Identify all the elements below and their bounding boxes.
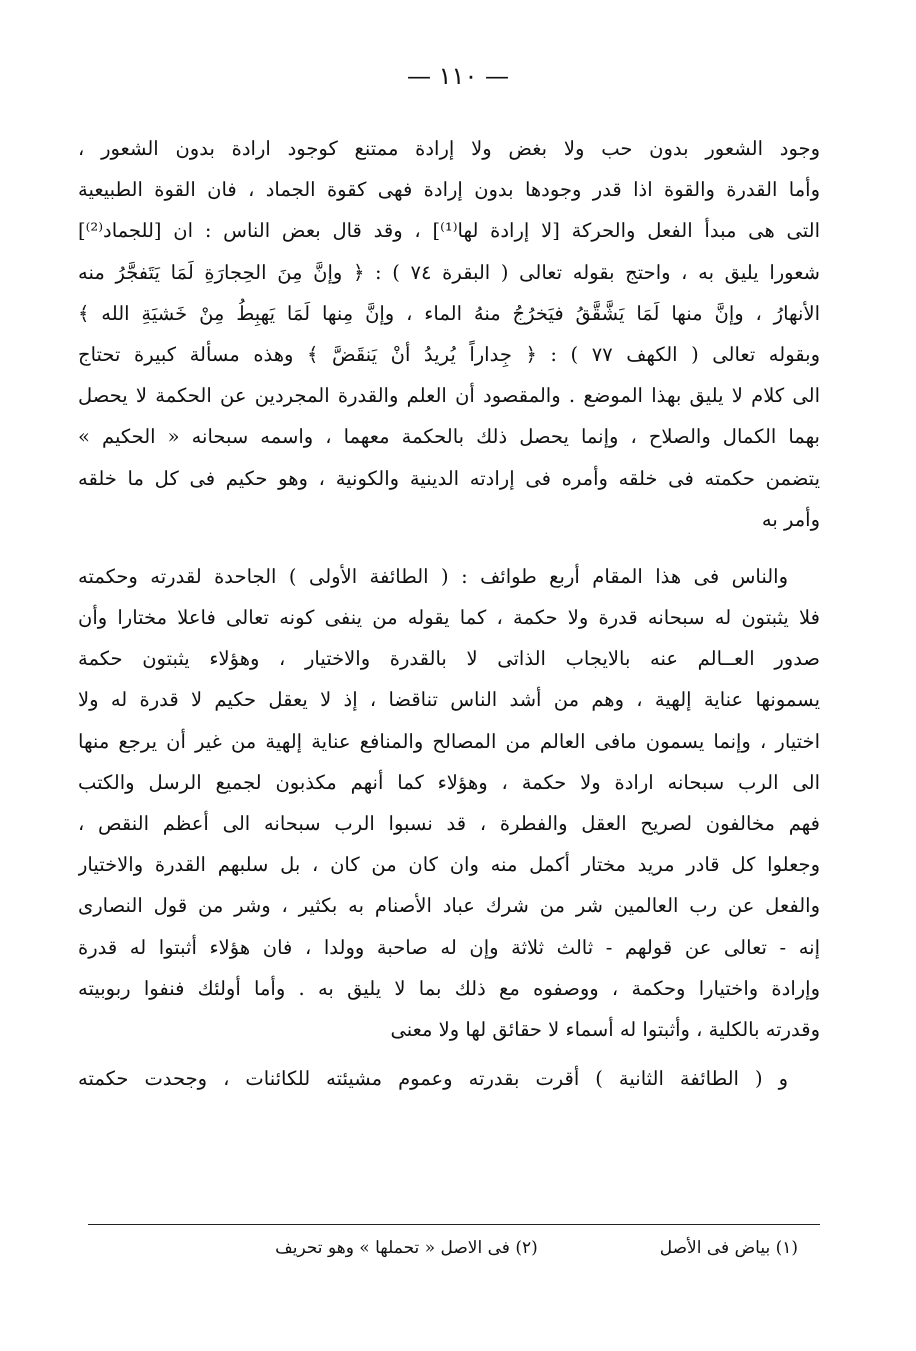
text-line: الى كلام لا يليق بهذا الموضع . والمقصود أن العلم والقدرة المجردين عن الحكمة لا يحصل (78, 384, 820, 408)
text-line: فهم مخالفون لصريح العقل والفطرة ، قد نسبوا الرب سبحانه الى أعظم النقص ، (78, 812, 820, 835)
footnote-divider (88, 1224, 820, 1225)
text-line: فلا يثبتون له سبحانه قدرة ولا حكمة ، كما يقوله من ينفى كونه تعالى فاعلا مختارا وأن (78, 606, 820, 630)
text-line: بهما الكمال والصلاح ، وإنما يحصل ذلك بالحكمة معهما ، واسمه سبحانه « الحكيم » (78, 425, 820, 449)
footnotes (88, 1238, 820, 1258)
text-line: والفعل عن رب العالمين شر من شرك عباد الأصنام به بكثير ، وشر من قول النصارى (78, 894, 820, 918)
text-line: والناس فى هذا المقام أربع طوائف : ( الطائفة الأولى ) الجاحدة لقدرته وحكمته (78, 564, 788, 588)
paragraph-2 (78, 556, 820, 1050)
page-number: — ١١٠ — (407, 62, 509, 90)
text-line: اختيار ، وإنما يسمون مافى العالم من المصالح والمنافع عناية إلهية من غير أن يرجع منها (78, 729, 820, 753)
text-line: الأنهارُ ، وإنَّ منها لَمَا يَشَّقَّقُ فيَخرُجُ منهُ الماء ، وإنَّ مِنها لَمَا يَهبِطُ مِنْ خَشيَةِ الله ﴾ (78, 301, 820, 325)
text-line: الى الرب سبحانه ارادة ولا حكمة ، وهؤلاء كما أنهم مكذبون لجميع الرسل والكتب (78, 770, 820, 794)
text-line: وإرادة واختيارا وحكمة ، ووصفوه مع ذلك بما لا يليق به . وأما أولئك فنفوا ربوبيته (78, 976, 820, 1000)
footnote-2: (٢) فى الاصل « تحملها » وهو تحريف (275, 1238, 538, 1258)
text-line: صدور العــالم عنه بالايجاب الذاتى لا بالقدرة والاختيار ، وهؤلاء يثبتون حكمة (78, 647, 820, 671)
paragraph-1 (78, 128, 820, 540)
text-line: وأما القدرة والقوة اذا قدر وجودها بدون إرادة فهى كقوة الجماد ، فان القوة الطبيعية (78, 178, 820, 202)
paragraph-gap (78, 1050, 820, 1058)
text-line: يتضمن حكمته فى خلقه وأمره فى إرادته الدينية والكونية ، وهو حكيم فى كل ما خلقه (78, 466, 820, 490)
text-line: وأمر به (761, 507, 820, 531)
text-line: وقدرته بالكلية ، وأثبتوا له أسماء لا حقائق لها ولا معنى (390, 1017, 820, 1041)
text-line: وبقوله تعالى ( الكهف ٧٧ ) : ﴿ جِداراً يُريدُ أنْ يَنقَضَّ ﴾ وهذه مسألة كبيرة تحتاج (78, 342, 820, 366)
text-line: وجود الشعور بدون حب ولا بغض ولا إرادة ممتنع كوجود ارادة بدون الشعور ، (78, 137, 820, 160)
text-line: شعورا يليق به ، واحتج بقوله تعالى ( البقرة ٧٤ ) : ﴿ وإنَّ مِنَ الحِجارَةِ لَمَا يَتَفجَّرُ منه (78, 260, 820, 284)
text-line: و ( الطائفة الثانية ) أقرت بقدرته وعموم مشيئته للكائنات ، وجحدت حكمته (78, 1067, 788, 1091)
footnote-1: (١) بياض فى الأصل (659, 1238, 798, 1258)
text-line: إنه - تعالى عن قولهم - ثالث ثلاثة وإن له صاحبة وولدا ، فان هؤلاء أثبتوا له قدرة (78, 935, 820, 959)
paragraph-3 (78, 1058, 820, 1099)
text-line: وجعلوا كل قادر مريد مختار أكمل منه وان كان من كان ، بل سلبهم القدرة والاختيار (78, 853, 820, 877)
text-line: التى هى مبدأ الفعل والحركة [لا إرادة لها⁽¹⁾] ، وقد قال بعض الناس : ان [للجماد⁽²⁾] (78, 219, 820, 243)
text-line: يسمونها عناية إلهية ، وهم من أشد الناس تناقضا ، إذ لا يعقل حكيم لا قدرة له ولا (78, 688, 820, 712)
paragraph-gap (78, 540, 820, 556)
body-text (78, 128, 820, 1099)
